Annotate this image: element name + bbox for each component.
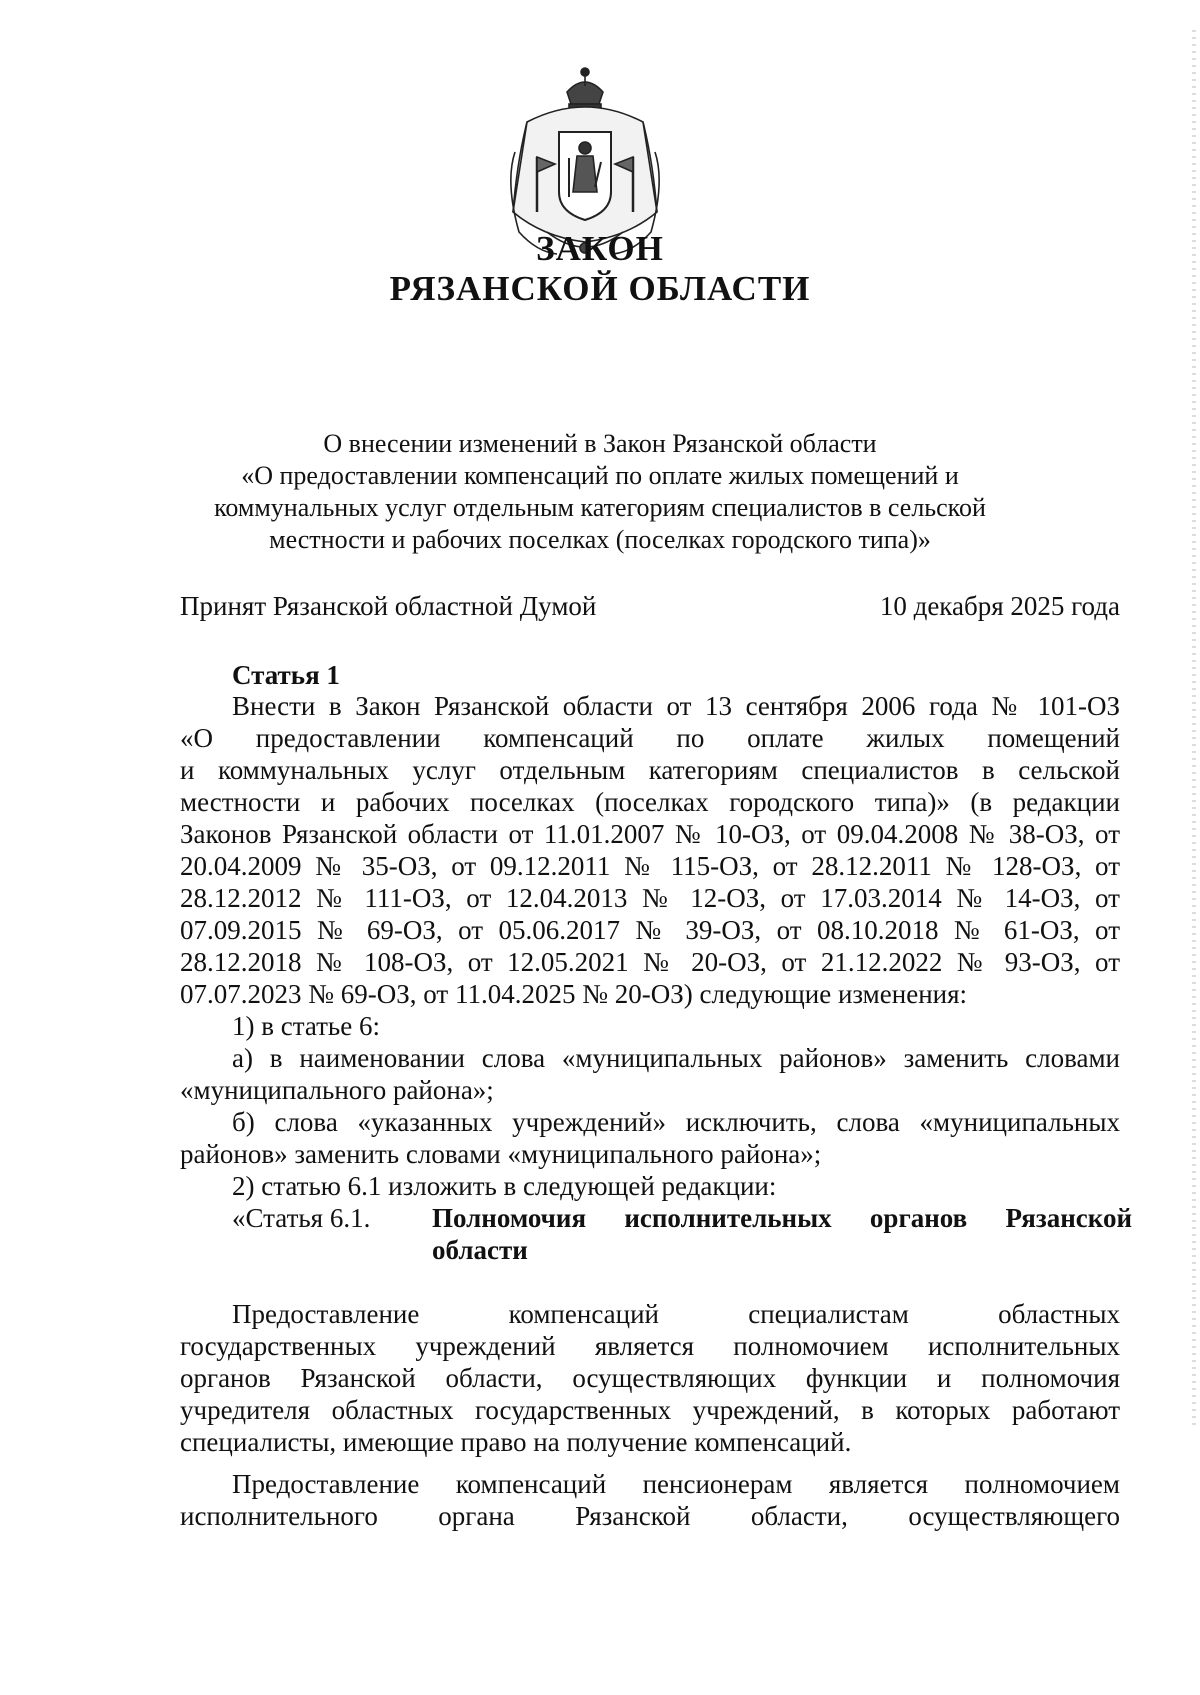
paragraph-line: государственных учреждений является полномочием исполнительных <box>180 1331 1120 1361</box>
amendment-item: 1) в статье 6: <box>232 1011 380 1041</box>
article-text-line: и коммунальных услуг отдельным категориям специалистов в сельской <box>180 755 1120 785</box>
adoption-line <box>180 590 1120 622</box>
paragraph-line: исполнительного органа Рязанской области, осуществляющего <box>180 1501 1120 1531</box>
new-article-title: Полномочия исполнительных органов Рязанской <box>432 1203 1132 1233</box>
paragraph-line: органов Рязанской области, осуществляющих функции и полномочия <box>180 1363 1120 1393</box>
subtitle-line: коммунальных услуг отдельным категориям специалистов в сельской <box>214 493 986 522</box>
article-text-line: 07.09.2015 № 69-ОЗ, от 05.06.2017 № 39-ОЗ, от 08.10.2018 № 61-ОЗ, от <box>180 915 1120 945</box>
amendment-item: «муниципального района»; <box>180 1075 494 1105</box>
article-text-line: 20.04.2009 № 35-ОЗ, от 09.12.2011 № 115-ОЗ, от 28.12.2011 № 128-ОЗ, от <box>180 851 1120 881</box>
subtitle-line: О внесении изменений в Закон Рязанской области <box>323 429 877 458</box>
amendment-item: а) в наименовании слова «муниципальных районов» заменить словами <box>232 1043 1120 1073</box>
article-text-line: местности и рабочих поселках (поселках городского типа)» (в редакции <box>180 787 1120 817</box>
article-text-line: Законов Рязанской области от 11.01.2007 № 10-ОЗ, от 09.04.2008 № 38-ОЗ, от <box>180 819 1120 849</box>
new-article-number: «Статья 6.1. <box>232 1203 371 1233</box>
amendment-item: районов» заменить словами «муниципального района»; <box>180 1139 822 1169</box>
article-heading: Статья 1 <box>232 660 340 690</box>
article-text-line: «О предоставлении компенсаций по оплате жилых помещений <box>180 723 1120 753</box>
subtitle-line: местности и рабочих поселках (поселках городского типа)» <box>269 525 931 554</box>
amendment-item: б) слова «указанных учреждений» исключить, слова «муниципальных <box>232 1107 1120 1137</box>
law-region-title: РЯЗАНСКОЙ ОБЛАСТИ <box>389 269 811 308</box>
article-text-line: 28.12.2012 № 111-ОЗ, от 12.04.2013 № 12-ОЗ, от 17.03.2014 № 14-ОЗ, от <box>180 883 1120 913</box>
paragraph-line: специалисты, имеющие право на получение компенсаций. <box>180 1427 852 1457</box>
new-article-heading <box>232 1202 1132 1234</box>
subtitle-line: «О предоставлении компенсаций по оплате жилых помещений и <box>241 461 959 490</box>
law-subtitle <box>180 428 1020 556</box>
article-text-line: 07.07.2023 № 69-ОЗ, от 11.04.2025 № 20-ОЗ) следующие изменения: <box>180 979 968 1009</box>
article-text-line: 28.12.2018 № 108-ОЗ, от 12.05.2021 № 20-ОЗ, от 21.12.2022 № 93-ОЗ, от <box>180 947 1120 977</box>
law-title: ЗАКОН <box>536 229 664 268</box>
adopted-by: Принят Рязанской областной Думой <box>180 591 597 621</box>
new-article-title-cont: области <box>432 1235 528 1265</box>
paragraph-line: учредителя областных государственных учреждений, в которых работают <box>180 1395 1120 1425</box>
paragraph-line: Предоставление компенсаций пенсионерам является полномочием <box>232 1469 1120 1499</box>
amendment-item: 2) статью 6.1 изложить в следующей редакции: <box>232 1171 777 1201</box>
adopted-date: 10 декабря 2025 года <box>879 591 1120 621</box>
article-text-line: Внести в Закон Рязанской области от 13 сентября 2006 года № 101-ОЗ <box>232 691 1120 721</box>
paragraph-line: Предоставление компенсаций специалистам областных <box>232 1299 1120 1329</box>
